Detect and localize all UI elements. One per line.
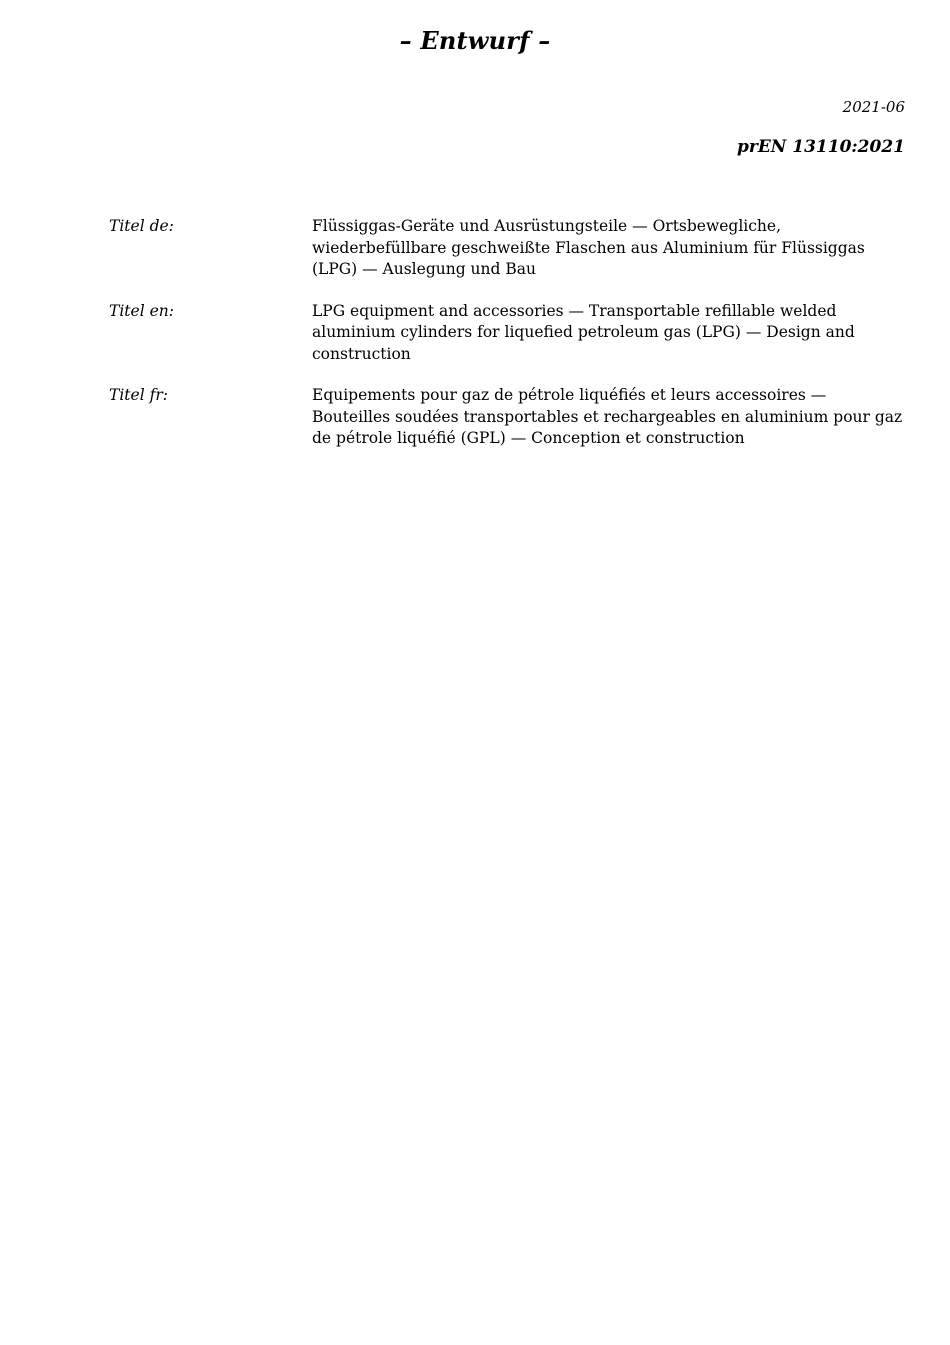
- document-date: 2021-06: [842, 98, 905, 116]
- title-label-de: Titel de:: [109, 217, 174, 235]
- title-text-fr: Equipements pour gaz de pétrole liquéfiés et leurs accessoires — Bouteilles soudées transportables et rechargeables en aluminium pour gaz de pétrole liquéfié (GPL) — Conception et construction: [312, 386, 903, 447]
- title-row-de: [109, 216, 907, 281]
- title-row-en: [109, 301, 907, 366]
- title-text-en: LPG equipment and accessories — Transportable refillable welded aluminium cylinders for liquefied petroleum gas (LPG) — Design and construction: [312, 301, 855, 363]
- title-label-fr: Titel fr:: [109, 386, 168, 404]
- title-label-en: Titel en:: [109, 301, 174, 320]
- document-number: prEN 13110:2021: [737, 137, 905, 157]
- title-text-de: Flüssiggas-Geräte und Ausrüstungsteile — Ortsbewegliche, wiederbefüllbare geschweißte Flaschen aus Aluminium für Flüssiggas (LPG) — Auslegung und Bau: [312, 217, 865, 278]
- titles-table: [109, 216, 907, 470]
- title-row-fr: [109, 385, 907, 450]
- draft-title: – Entwurf –: [399, 26, 551, 55]
